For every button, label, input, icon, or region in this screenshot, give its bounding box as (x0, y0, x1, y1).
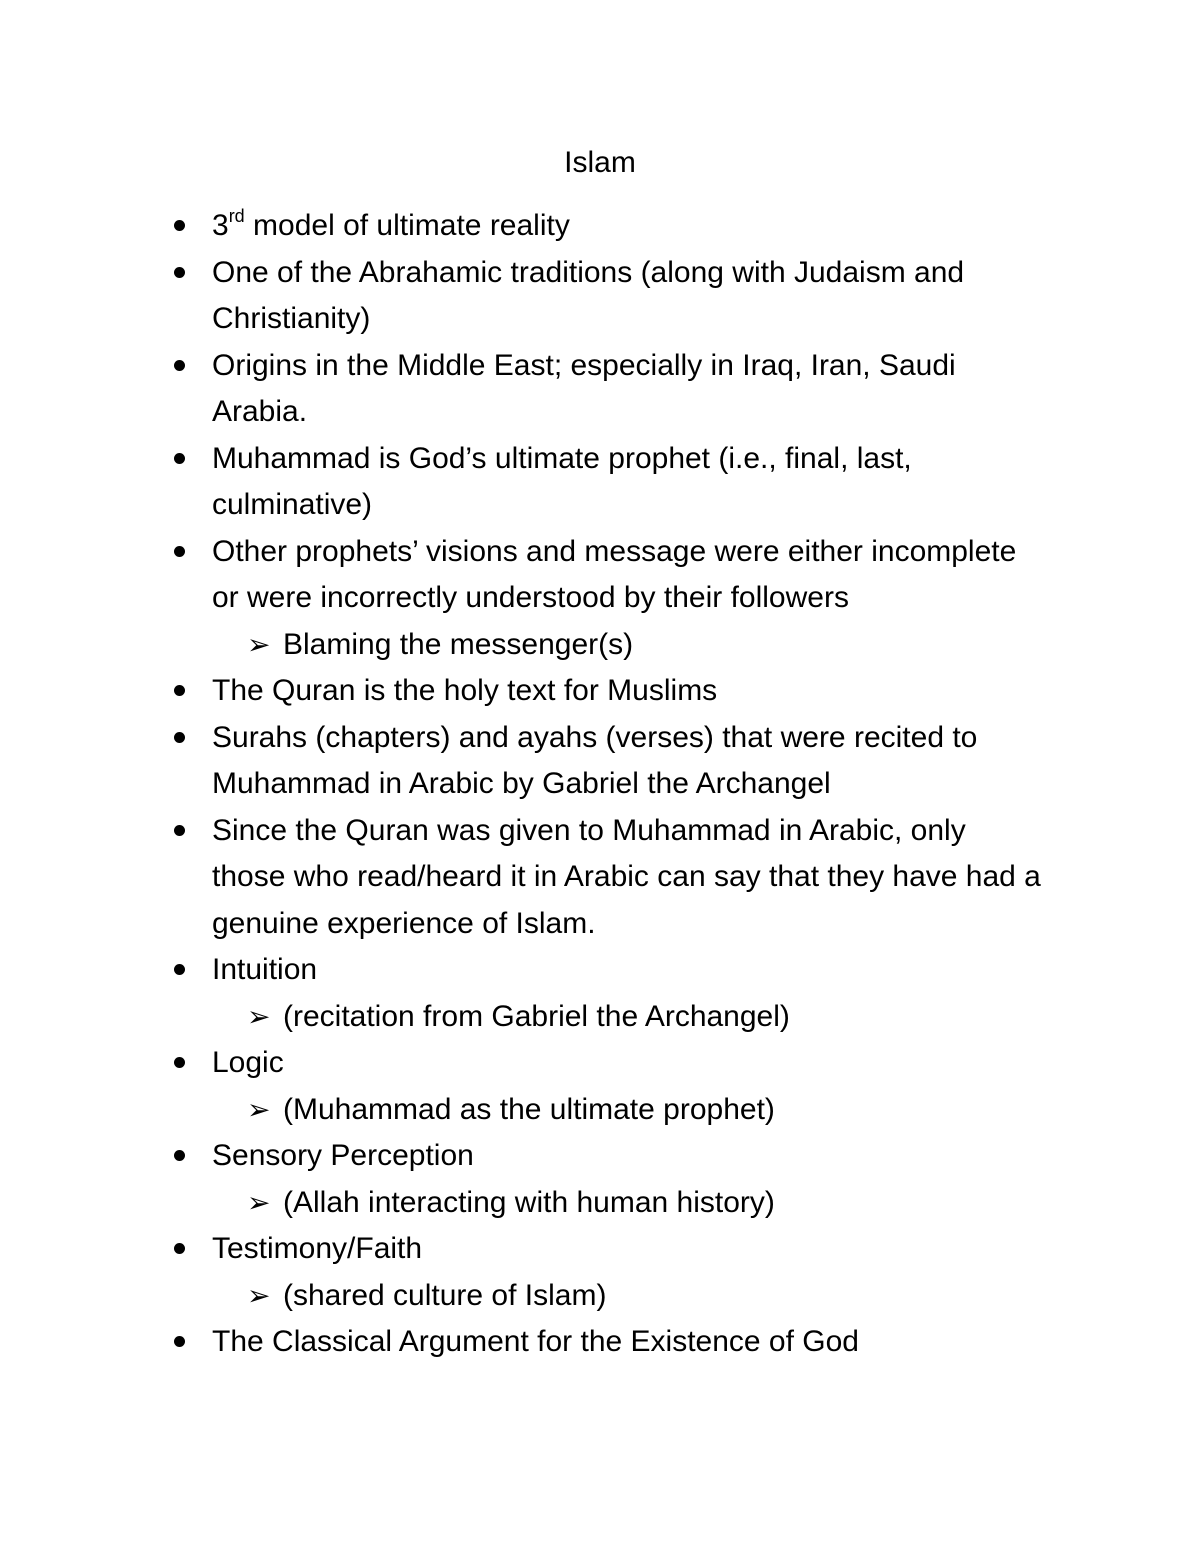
item-text: One of the Abrahamic traditions (along with Judaism and Christianity) (212, 255, 965, 335)
item-text: Logic (212, 1046, 284, 1079)
bullet-item (0, 529, 1042, 622)
bullet-item (0, 343, 1042, 436)
item-prefix: 3 (212, 209, 229, 242)
item-text: (shared culture of Islam) (283, 1278, 607, 1312)
sub-bullet-item (0, 1087, 1103, 1134)
bullet-dot-icon (174, 1243, 185, 1254)
arrow-bullet-icon: ➢ (247, 1185, 271, 1219)
item-text: Since the Quran was given to Muhammad in Arabic, only those who read/heard it in Arabic can say that they have had a genuine experience of Islam. (212, 813, 1041, 940)
arrow-bullet-icon: ➢ (247, 999, 271, 1033)
bullet-dot-icon (174, 825, 185, 836)
arrow-bullet-icon: ➢ (247, 1278, 271, 1312)
item-text: (Muhammad as the ultimate prophet) (283, 1092, 775, 1126)
sub-bullet-item (0, 994, 1103, 1041)
item-text: Blaming the messenger(s) (283, 627, 634, 661)
bullet-item (0, 808, 1042, 948)
bullet-dot-icon (174, 360, 185, 371)
bullet-item (0, 436, 1042, 529)
bullet-item (0, 1133, 1042, 1180)
sub-bullet-item (0, 1273, 1103, 1320)
item-text: Sensory Perception (212, 1139, 474, 1172)
item-text: Muhammad is God’s ultimate prophet (i.e., final, last, culminative) (212, 441, 912, 521)
sub-bullet-item (0, 1180, 1103, 1227)
item-text: (Allah interacting with human history) (283, 1185, 775, 1219)
bullet-item (0, 250, 1042, 343)
bullet-item (0, 203, 1042, 250)
item-text: Surahs (chapters) and ayahs (verses) that were recited to Muhammad in Arabic by Gabriel the Archangel (212, 720, 978, 800)
bullet-item (0, 1040, 1042, 1087)
bullet-dot-icon (174, 453, 185, 464)
bullet-dot-icon (174, 220, 185, 231)
item-text: The Quran is the holy text for Muslims (212, 674, 718, 707)
bullet-dot-icon (174, 1057, 185, 1068)
item-text: Other prophets’ visions and message were either incomplete or were incorrectly understood by their followers (212, 534, 1017, 614)
ordinal-superscript: rd (228, 206, 245, 226)
arrow-bullet-icon: ➢ (247, 627, 271, 661)
bullet-item (0, 715, 1042, 808)
item-text: Testimony/Faith (212, 1232, 423, 1265)
bullet-dot-icon (174, 732, 185, 743)
item-text (212, 206, 570, 242)
bullet-dot-icon (174, 546, 185, 557)
item-text: Origins in the Middle East; especially in Iraq, Iran, Saudi Arabia. (212, 348, 956, 428)
sub-bullet-item (0, 622, 1103, 669)
arrow-bullet-icon: ➢ (247, 1092, 271, 1126)
item-rest-text: model of ultimate reality (244, 209, 570, 242)
bullet-list (0, 203, 1200, 1366)
item-text: The Classical Argument for the Existence of God (212, 1325, 859, 1358)
bullet-dot-icon (174, 267, 185, 278)
bullet-item (0, 1319, 1042, 1366)
bullet-dot-icon (174, 685, 185, 696)
bullet-dot-icon (174, 964, 185, 975)
bullet-item (0, 668, 1042, 715)
item-text: (recitation from Gabriel the Archangel) (283, 999, 790, 1033)
bullet-item (0, 947, 1042, 994)
bullet-item (0, 1226, 1042, 1273)
bullet-dot-icon (174, 1336, 185, 1347)
bullet-dot-icon (174, 1150, 185, 1161)
document-title: Islam (564, 146, 636, 179)
item-text: Intuition (212, 953, 318, 986)
